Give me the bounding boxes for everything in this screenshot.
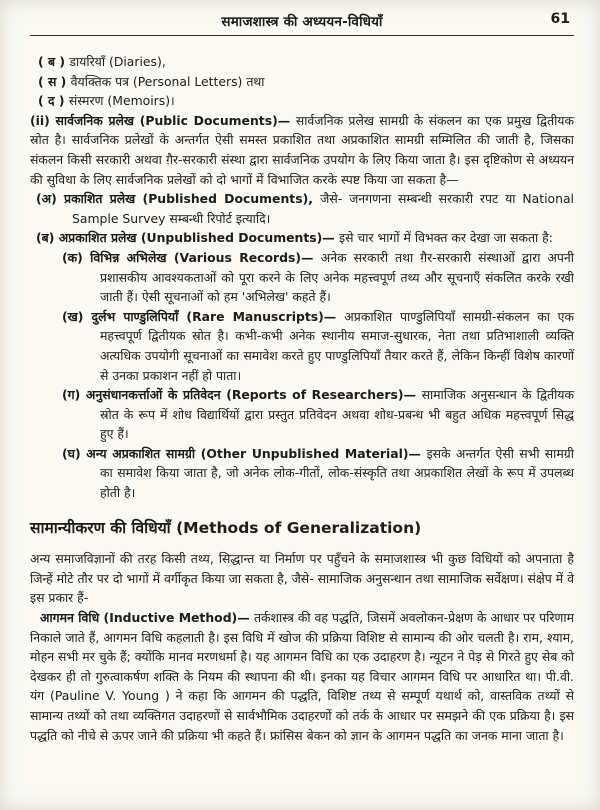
text-block: (क) विभिन्न अभिलेख (Various Records)— अनेक सरकारी तथा ग़ैर-सरकारी संस्थाओं द्वारा अपनी प्रशासकीय आवश्यकताओं को पूरा करने के लिए अनेक महत्त्वपूर्ण तथ्य और सूचनाएँ संकलित करके रखी जाती हैं। ऐसी सूचनाओं को हम 'अभिलेख' कहते हैं।: [62, 249, 574, 305]
text-block: ( ब ) डायरियाँ (Diaries),: [38, 54, 166, 69]
text-block: (ग) अनुसंधानकर्त्ताओं के प्रतिवेदन (Reports of Researchers)— सामाजिक अनुसन्धान के द्वितीयक स्रोत के रूप में शोध विद्यार्थियों द्वारा प्रस्तुत प्रतिवेदन अथवा शोध-प्रबन्ध भी बहुत अधिक महत्त्वपूर्ण सिद्ध हुए हैं।: [62, 387, 574, 442]
block-lead-label: (घ) अन्य अप्रकाशित सामग्री (Other Unpublished Material)—: [62, 445, 427, 461]
section-heading-generalization: सामान्यीकरण की विधियाँ (Methods of Generalization): [30, 518, 422, 537]
block-lead-label: ( ब ): [38, 54, 70, 69]
block-lead-label: आगमन विधि (Inductive Method)—: [40, 610, 254, 626]
text-block: (घ) अन्य अप्रकाशित सामग्री (Other Unpublished Material)— इसके अन्तर्गत ऐसी सभी सामग्री का समावेश किया जाता है, जो अनेक लोक-गीतों, लोक-संस्कृति तथा अप्रकाशित लेखों के रूप में उपलब्ध होती है।: [62, 445, 575, 501]
text-block: ( स ) वैयक्तिक पत्र (Personal Letters) तथा: [38, 73, 265, 89]
page-content: [0, 36, 600, 745]
text-block: आगमन विधि (Inductive Method)— तर्कशास्त्र की वह पद्धति, जिसमें अवलोकन-प्रेक्षण के आधार पर परिणाम निकाले जाते हैं, आगमन विधि कहलाती है। इस विधि में खोज की प्रक्रिया विशिष्ट से सामान्य की ओर चलती है। राम, श्याम, मोहन सभी मर चुके हैं; क्योंकि मानव मरणधर्मा है। यह आगमन विधि का एक उदाहरण है। न्यूटन ने पेड़ से गिरते हुए सेब को देखकर ही तो गुरुत्वाकर्षण शक्ति के नियम की स्थापना की थी। इनका यह विचार आगमन विधि पर आधारित था। पी.वी. यंग (Pauline V. Young ) ने कहा कि आगमन की पद्धति, विशिष्ट तथ्य से सम्पूर्ण यथार्थ को, वास्तविक तथ्यों से सामान्य तथ्यों को तथा व्यक्तिगत उदाहरणों से सार्वभौमिक उदाहरणों को तर्क के आधार पर समझने की एक प्रक्रिया है। इस पद्धति को नीचे से ऊपर जाने की प्रक्रिया भी कहते हैं। फ्रांसिस बेकन को ज्ञान के आगमन पद्धति का जनक माना जाता है।: [30, 610, 574, 743]
block-lead-label: (ख) दुर्लभ पाण्डुलिपियाँ (Rare Manuscripts)—: [62, 308, 345, 324]
block-lead-label: (क) विभिन्न अभिलेख (Various Records)—: [62, 249, 321, 265]
running-header-title: समाजशास्त्र की अध्ययन-विधियाँ: [221, 14, 383, 30]
text-block: ( द ) संस्मरण (Memoirs)।: [38, 93, 175, 109]
text-block: (ii) सार्वजनिक प्रलेख (Public Documents)— सार्वजनिक प्रलेख सामग्री के संकलन का एक प्रमुख द्वितीयक स्रोत है। सार्वजनिक प्रलेखों के अन्तर्गत ऐसी समस्त प्रकाशित तथा अप्रकाशित सामग्री सम्मिलित की जाती है, जिसका संकलन किसी सरकारी अथवा ग़ैर-सरकारी संस्था द्वारा सार्वजनिक उपयोग के लिए किया जाता है। इस दृष्टिकोण से अध्ययन की सुविधा के लिए सार्वजनिक प्रलेखों को दो भागों में विभाजित करके स्पष्ट किया जा सकता है—: [30, 112, 574, 187]
text-block: (ब) अप्रकाशित प्रलेख (Unpublished Documents)— इसे चार भागों में विभक्त कर देखा जा सकता है:: [36, 230, 553, 246]
block-lead-label: ( स ): [38, 73, 71, 89]
page-number: 61: [550, 11, 570, 27]
block-lead-label: (ब) अप्रकाशित प्रलेख (Unpublished Documents)—: [36, 230, 340, 246]
page-header: [0, 0, 600, 30]
text-block: (अ) प्रकाशित प्रलेख (Published Documents), जैसे- जनगणना सम्बन्धी सरकारी रपट या National Sample Survey सम्बन्धी रिपोर्ट इत्यादि।: [36, 191, 574, 226]
block-lead-label: (अ) प्रकाशित प्रलेख (Published Documents),: [36, 191, 321, 207]
block-lead-label: (ii) सार्वजनिक प्रलेख (Public Documents)—: [30, 112, 296, 128]
text-block: (ख) दुर्लभ पाण्डुलिपियाँ (Rare Manuscripts)— अप्रकाशित पाण्डुलिपियाँ सामग्री-संकलन का एक महत्त्वपूर्ण द्वितीयक स्रोत है। कभी-कभी अनेक स्थानीय समाज-सुधारक, नेता तथा प्रतिभाशाली व्यक्ति अत्यधिक उपयोगी सूचनाओं का समावेश करते हुए पाण्डुलिपियाँ तैयार करते हैं, लेकिन किन्हीं विशेष कारणों से उनका प्रकाशन नहीं हो पाता।: [62, 308, 575, 383]
text-block: अन्य समाजविज्ञानों की तरह किसी तथ्य, सिद्धान्त या निर्माण पर पहुँचने के समाजशास्त्र भी कुछ विधियों को अपनाता है जिन्हें मोटे तौर पर दो भागों में वर्गीकृत किया जा सकता है, जैसे- सामाजिक अनुसन्धान तथा सामाजिक सर्वेक्षण। संक्षेप में वे इस प्रकार हैं-: [30, 551, 574, 606]
generalization-section: [30, 549, 574, 745]
block-lead-label: (ग) अनुसंधानकर्त्ताओं के प्रतिवेदन (Reports of Researchers)—: [62, 387, 422, 403]
documents-section: [30, 52, 574, 503]
block-lead-label: ( द ): [38, 93, 69, 109]
